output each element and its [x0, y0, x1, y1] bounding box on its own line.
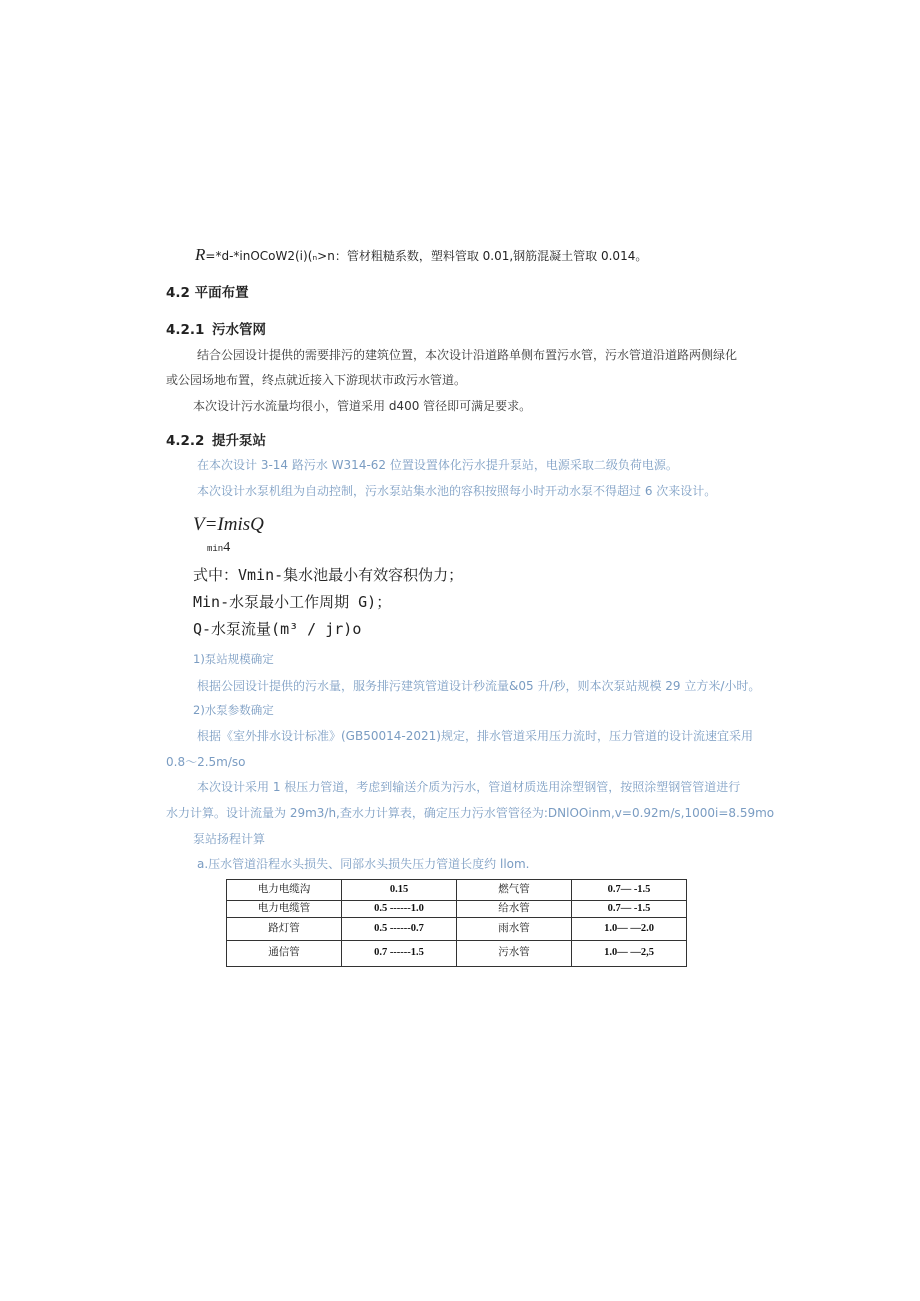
pump-params-standard-line1: 根据《室外排水设计标准》(GB50014-2021)规定，排水管道采用压力流时，压力管道的设计流速宜采用 — [197, 729, 753, 743]
table-cell: 0.7 ------1.5 — [342, 941, 457, 967]
table-cell: 0.5 ------0.7 — [342, 918, 457, 941]
pump-scale-heading: 1)泵站规模确定 — [193, 652, 274, 666]
table-cell: 1.0— —2.0 — [572, 918, 687, 941]
formula-r-symbol: R — [195, 245, 206, 264]
formula-v-definition-1: 式中：Vmin-集水池最小有效容积伪力； — [193, 566, 464, 584]
formula-v-sub-min: min — [207, 544, 224, 554]
table-cell: 0.7— -1.5 — [572, 880, 687, 901]
section-4-2-1-title: 污水管网 — [212, 322, 266, 338]
table-cell: 给水管 — [457, 901, 572, 918]
pump-params-standard-line2: 0.8～2.5m/so — [166, 755, 246, 769]
formula-v-definition-2: Min-水泵最小工作周期 G)； — [193, 593, 392, 611]
section-4-2-1-number: 4.2.1 — [166, 322, 205, 338]
table-cell: 0.7— -1.5 — [572, 901, 687, 918]
section-4-2-2-number: 4.2.2 — [166, 433, 205, 449]
table-row — [227, 918, 687, 941]
paragraph-sewer-network-line1: 结合公园设计提供的需要排污的建筑位置，本次设计沿道路单侧布置污水管，污水管道沿道路两侧绿化 — [197, 348, 738, 362]
section-4-2-1-heading — [166, 318, 266, 338]
formula-v-sub-4: 4 — [223, 540, 231, 555]
head-calc-item-a: a.压水管道沿程水头损失、同部水头损失压力管道长度约 llom. — [197, 857, 530, 871]
formula-v-subscript — [207, 540, 230, 556]
section-4-2-2-heading — [166, 429, 266, 449]
table-cell: 燃气管 — [457, 880, 572, 901]
table-cell: 电力电缆沟 — [227, 880, 342, 901]
table-row — [227, 880, 687, 901]
head-calc-heading: 泵站扬程计算 — [193, 832, 266, 846]
table-cell: 1.0— —2,5 — [572, 941, 687, 967]
pipe-depth-table — [226, 879, 687, 967]
section-4-2-heading: 4.2 平面布置 — [166, 285, 249, 301]
paragraph-pump-control: 本次设计水泵机组为自动控制，污水泵站集水池的容积按照每小时开动水泵不得超过 6 次来设计。 — [197, 484, 717, 498]
table-cell: 0.15 — [342, 880, 457, 901]
pump-params-calc-line1: 本次设计采用 1 根压力管道，考虑到输送介质为污水，管道材质选用涂塑钢管，按照涂塑钢管管道进行 — [197, 780, 741, 794]
formula-v-equation: V=ImisQ — [193, 514, 264, 535]
paragraph-sewer-network-line2: 或公园场地布置，终点就近接入下游现状市政污水管道。 — [166, 373, 467, 387]
pump-scale-text: 根据公园设计提供的污水量，服务排污建筑管道设计秒流量&05 升/秒，则本次泵站规模 29 立方米/小时。 — [197, 679, 761, 693]
formula-r — [195, 245, 647, 265]
table-cell: 电力电缆管 — [227, 901, 342, 918]
table-cell: 路灯管 — [227, 918, 342, 941]
paragraph-pump-station-location: 在本次设计 3-14 路污水 W314-62 位置设置体化污水提升泵站，电源采取二级负荷电源。 — [197, 458, 678, 472]
formula-v-definition-3: Q-水泵流量(m³ / jr)o — [193, 620, 362, 638]
section-4-2-2-title: 提升泵站 — [212, 433, 266, 449]
formula-r-expression: =*d-*inOCoW2(i)(ₙ>n：管材粗糙系数，塑料管取 0.01,钢筋混凝土管取 0.014。 — [205, 249, 648, 263]
table-cell: 0.5 ------1.0 — [342, 901, 457, 918]
table-row — [227, 901, 687, 918]
table-cell: 通信管 — [227, 941, 342, 967]
pump-params-heading: 2)水泵参数确定 — [193, 703, 274, 717]
table-cell: 污水管 — [457, 941, 572, 967]
paragraph-pipe-diameter: 本次设计污水流量均很小，管道采用 d400 管径即可满足要求。 — [193, 399, 532, 413]
table-row — [227, 941, 687, 967]
table-cell: 雨水管 — [457, 918, 572, 941]
pump-params-calc-line2: 水力计算。设计流量为 29m3/h,查水力计算表，确定压力污水管管径为:DNlOOinm,v=0.92m/s,1000i=8.59mo — [166, 806, 775, 820]
